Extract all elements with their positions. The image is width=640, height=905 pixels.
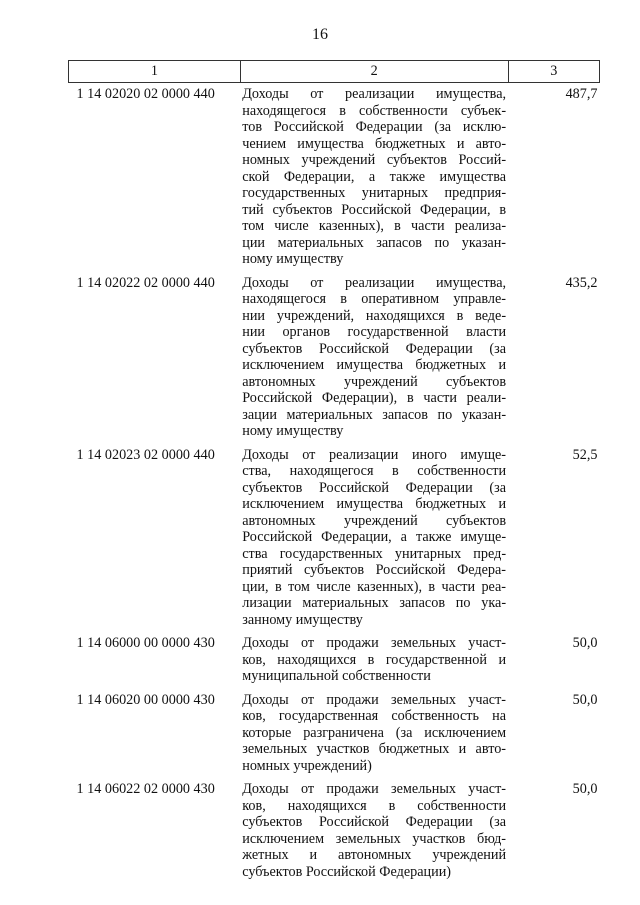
description-line: ской Федерации, а также имущества <box>242 168 507 185</box>
description-line: номных учреждений субъектов Россий- <box>242 152 507 168</box>
description-line: приятий субъектов Российской Федера- <box>242 562 507 578</box>
description-line: тий субъектов Российской Федерации, в <box>242 201 507 218</box>
description-line: жетных и автономных учреждений <box>242 847 507 863</box>
description-line: Доходы от продажи земельных участ- <box>242 781 507 797</box>
description-line: зации материальных запасов по указан- <box>242 406 507 423</box>
description-line: муниципальной собственности <box>242 668 431 684</box>
description-line: исключением имущества бюджетных и <box>242 496 507 512</box>
revenue-description <box>240 689 508 779</box>
amount-value: 435,2 <box>565 274 598 291</box>
table-row <box>69 272 600 444</box>
amount-value: 50,0 <box>572 635 598 651</box>
description-line: нии учреждений, находящихся в веде- <box>242 307 507 324</box>
description-line: земельных участков бюджетных и авто- <box>242 741 507 757</box>
table-row <box>69 444 600 633</box>
description-line: Доходы от реализации имущества, <box>242 274 507 291</box>
table-body <box>69 83 600 885</box>
description-line: том числе казенных), в части реализа- <box>242 218 507 234</box>
description-line: номных учреждений) <box>242 757 372 774</box>
description-line: ному имуществу <box>242 251 344 267</box>
table-row <box>69 83 600 272</box>
revenue-description <box>240 632 508 689</box>
table-row <box>69 632 600 689</box>
revenue-code: 1 14 06020 00 0000 430 <box>76 691 215 708</box>
description-line: субъектов Российской Федерации (за <box>242 479 507 496</box>
description-line: ков, государственная собственность на <box>242 708 507 724</box>
description-line: чением имущества бюджетных и авто- <box>242 135 507 152</box>
amount-value: 50,0 <box>572 781 598 797</box>
description-line: занному имуществу <box>242 611 363 628</box>
revenue-description <box>240 778 508 884</box>
amount-value: 50,0 <box>572 691 598 708</box>
revenue-code: 1 14 02023 02 0000 440 <box>76 446 215 463</box>
description-line: исключением имущества бюджетных и <box>242 357 507 373</box>
revenue-code: 1 14 02022 02 0000 440 <box>76 274 215 291</box>
revenue-code: 1 14 06000 00 0000 430 <box>76 635 215 651</box>
header-col-2: 2 <box>240 61 508 83</box>
description-line: находящегося в собственности субъек- <box>242 102 507 119</box>
header-col-3: 3 <box>508 61 599 83</box>
description-line: ков, находящихся в собственности <box>242 797 507 814</box>
description-line: которые разграничена (за исключением <box>242 724 507 741</box>
description-line: государственных унитарных предприя- <box>242 185 507 201</box>
table-header-row <box>69 61 600 83</box>
description-line: Доходы от реализации имущества, <box>242 86 507 102</box>
amount-value: 487,7 <box>565 86 598 102</box>
description-line: тов Российской Федерации (за исклю- <box>242 119 507 135</box>
description-line: Российской Федерации), в части реали- <box>242 390 507 406</box>
revenue-table <box>68 60 600 884</box>
description-line: ков, находящихся в государственной и <box>242 651 507 668</box>
description-line: ства государственных унитарных пред- <box>242 545 507 562</box>
description-line: находящегося в оперативном управле- <box>242 291 507 307</box>
description-line: Российской Федерации, а также имуще- <box>242 529 507 545</box>
description-line: ному имуществу <box>242 423 344 439</box>
description-line: ства, находящегося в собственности <box>242 463 507 479</box>
revenue-description <box>240 444 508 633</box>
table-row <box>69 689 600 779</box>
revenue-description <box>240 272 508 444</box>
revenue-description <box>240 83 508 272</box>
amount-value: 52,5 <box>572 446 598 463</box>
description-line: нии органов государственной власти <box>242 324 507 340</box>
description-line: лизации материальных запасов по ука- <box>242 595 507 611</box>
description-line: Доходы от продажи земельных участ- <box>242 691 507 708</box>
description-line: субъектов Российской Федерации) <box>242 863 452 880</box>
description-line: субъектов Российской Федерации (за <box>242 814 507 830</box>
page-number: 16 <box>312 26 328 43</box>
revenue-code: 1 14 02020 02 0000 440 <box>76 86 215 102</box>
table-row <box>69 778 600 884</box>
description-line: Доходы от реализации иного имуще- <box>242 446 507 463</box>
header-col-1: 1 <box>69 61 241 83</box>
description-line: субъектов Российской Федерации (за <box>242 340 507 357</box>
revenue-code: 1 14 06022 02 0000 430 <box>76 781 215 797</box>
description-line: автономных учреждений субъектов <box>242 512 507 529</box>
description-line: автономных учреждений субъектов <box>242 373 507 390</box>
description-line: Доходы от продажи земельных участ- <box>242 635 507 651</box>
description-line: ции, в том числе казенных), в части реа- <box>242 578 507 595</box>
description-line: исключением земельных участков бюд- <box>242 830 507 847</box>
description-line: ции материальных запасов по указан- <box>242 234 507 251</box>
